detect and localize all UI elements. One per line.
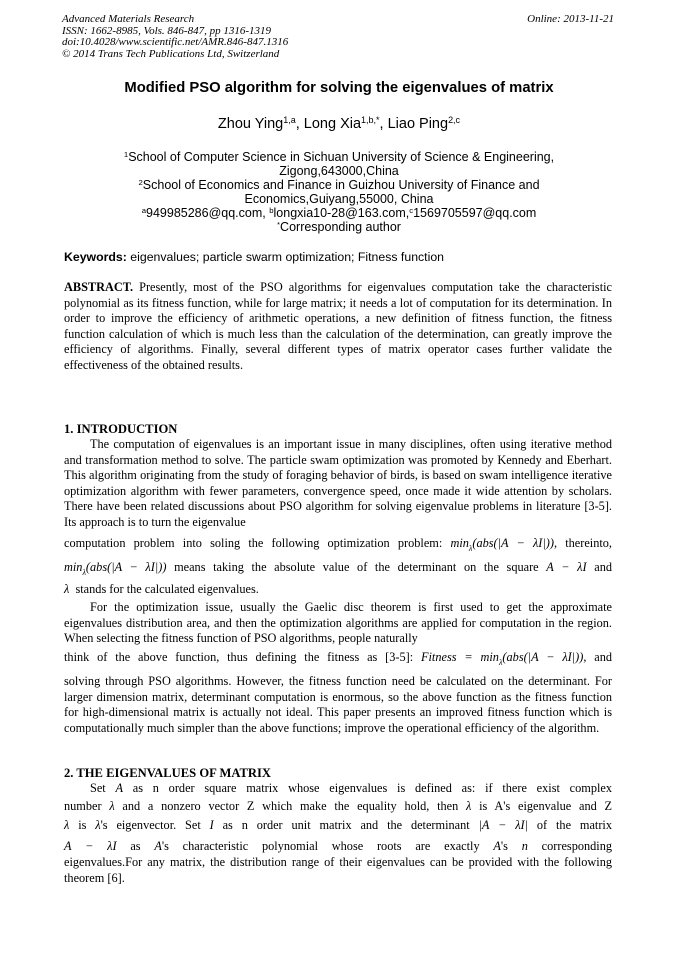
intro-p2-line-4: think of the above function, thus defining the fitness as [3-5]: Fitness = $\min_\lambda(abs(|A - \lambda I|))$, and (64, 650, 612, 667)
abstract-label: ABSTRACT. (64, 280, 134, 294)
author-sup: 1,a (283, 115, 296, 126)
sec2-paragraph-rest: eigenvalues.For any matrix, the distribution range of their eigenvalues can be provided with the following theorem [6]. (64, 855, 612, 885)
author-name: Liao Ping (387, 116, 449, 132)
fitness-expression: Fitness = $\min_\lambda(abs(|A - \lambda I|))$ (421, 650, 584, 667)
sec2-line-3: λ is λ's eigenvector. Set I as n order unit matrix and the determinant |A − λI| of the matrix (64, 818, 612, 832)
section-1-heading: 1. INTRODUCTION (64, 422, 178, 436)
affiliation-1: $^1$School of Computer Science in Sichuan University of Science & Engineering, Zigong,643000,China (123, 149, 555, 179)
min-expression: $\min_\lambda(abs(|A - \lambda I|))$ (450, 536, 554, 553)
intro-line-8: computation problem into soling the following optimization problem: $\min_\lambda(abs(|A - \lambda I|))$, thereinto, (64, 536, 612, 553)
author-name: Zhou Ying (217, 116, 284, 132)
corresponding-author: Corresponding author (280, 220, 401, 235)
keywords (64, 250, 444, 264)
keywords-label: Keywords: (64, 250, 127, 264)
copyright-line: © 2014 Trans Tech Publications Ltd, Switzerland (62, 47, 280, 60)
abstract-text: Presently, most of the PSO algorithms for eigenvalues computation take the characteristic polynomial as its fitness function, while for large matrix; it needs a lot of computation for its determination. In order to improve the efficiency of arithmetic operations, a new definition of fitness function, the fitness function calculation of which is much less than the calculation of the determination, can greatly improve the efficiency of algorithms. Finally, several different types of matrix operator cases further validate the effectiveness of the obtained results. (64, 280, 612, 372)
email-link[interactable]: longxia10-28@163.com, (273, 206, 410, 220)
abstract (64, 280, 612, 374)
author-name: Long Xia (303, 116, 362, 132)
author-sup: 2,c (448, 115, 461, 126)
emails: $^a$949985286@qq.com, $^b$longxia10-28@163.com,$^c$1569705597@qq.com *Corresponding author (141, 205, 537, 235)
online-date: Online: 2013-11-21 (527, 13, 614, 25)
email-link[interactable]: 1569705597@qq.com (413, 206, 537, 220)
intro-line-9: $\min_\lambda(abs(|A - \lambda I|))$ means taking the absolute value of the determinant on the square A − λI and (64, 560, 612, 577)
running-header (62, 14, 288, 60)
intro-paragraph-2-rest: solving through PSO algorithms. However, the fitness function need be calculated on the determinant. For larger dimension matrix, determinant computation is enormous, so the above function as the fitness function for high-dimensional matrix is actually not ideal. This paper presents an improved fitness function which is computationally much simpler than the above functions; improve the operational efficiency of the algorithm. (64, 674, 612, 735)
intro-line-10: λ stands for the calculated eigenvalues. (64, 582, 259, 596)
journal-name: Advanced Materials Research (62, 13, 195, 25)
issn-line: ISSN: 1662-8985, Vols. 846-847, pp 1316-1319 (62, 24, 271, 37)
intro-paragraph-1: The computation of eigenvalues is an important issue in many disciplines, often using iterative method and transformation method to solve. The particle swam optimization was promoted by Kennedy and Eberhart. This algorithm originating from the study of foraging behavior of birds, is based on swam intelligence iterative optimization algorithm with fewer parameters, convergence speed, once made it wide attention by scholars. There have been related discussions about PSO algorithm for solving eigenvalue problems in literature [3-5]. Its approach is to turn the eigenvalue (64, 437, 612, 529)
paper-title: Modified PSO algorithm for solving the eigenvalues of matrix (124, 80, 554, 96)
min-expression: $\min_\lambda(abs(|A - \lambda I|))$ (64, 560, 167, 577)
keywords-text: eigenvalues; particle swarm optimization; Fitness function (126, 250, 445, 264)
sec2-line-2: number λ and a nonzero vector Z which make the equality hold, then λ is A's eigenvalue and Z (64, 799, 613, 813)
intro-paragraph-2: For the optimization issue, usually the Gaelic disc theorem is first used to get the approximate eigenvalues distribution area, and then the optimization algorithms are applied for computation in the region. When selecting the fitness function of PSO algorithms, people naturally (64, 600, 612, 646)
author-sup: 1,b,* (361, 115, 380, 126)
sec2-line-1: Set A as n order square matrix whose eigenvalues is defined as: if there exist complex (90, 781, 612, 795)
doi-line: doi:10.4028/www.scientific.net/AMR.846-847.1316 (62, 36, 289, 48)
sec2-line-4: A − λI as A's characteristic polynomial whose roots are exactly A's n corresponding (64, 839, 613, 853)
email-link[interactable]: 949985286@qq.com, (146, 206, 270, 220)
section-2-heading: 2. THE EIGENVALUES OF MATRIX (64, 766, 272, 780)
affiliation-2: $^2$School of Economics and Finance in Guizhou University of Finance and Economics,Guiyang,55000, China (138, 177, 540, 207)
author-list: Zhou Ying$^{1,a}$, Long Xia$^{1,b,*}$, Liao Ping$^{2,c}$ (217, 115, 461, 132)
